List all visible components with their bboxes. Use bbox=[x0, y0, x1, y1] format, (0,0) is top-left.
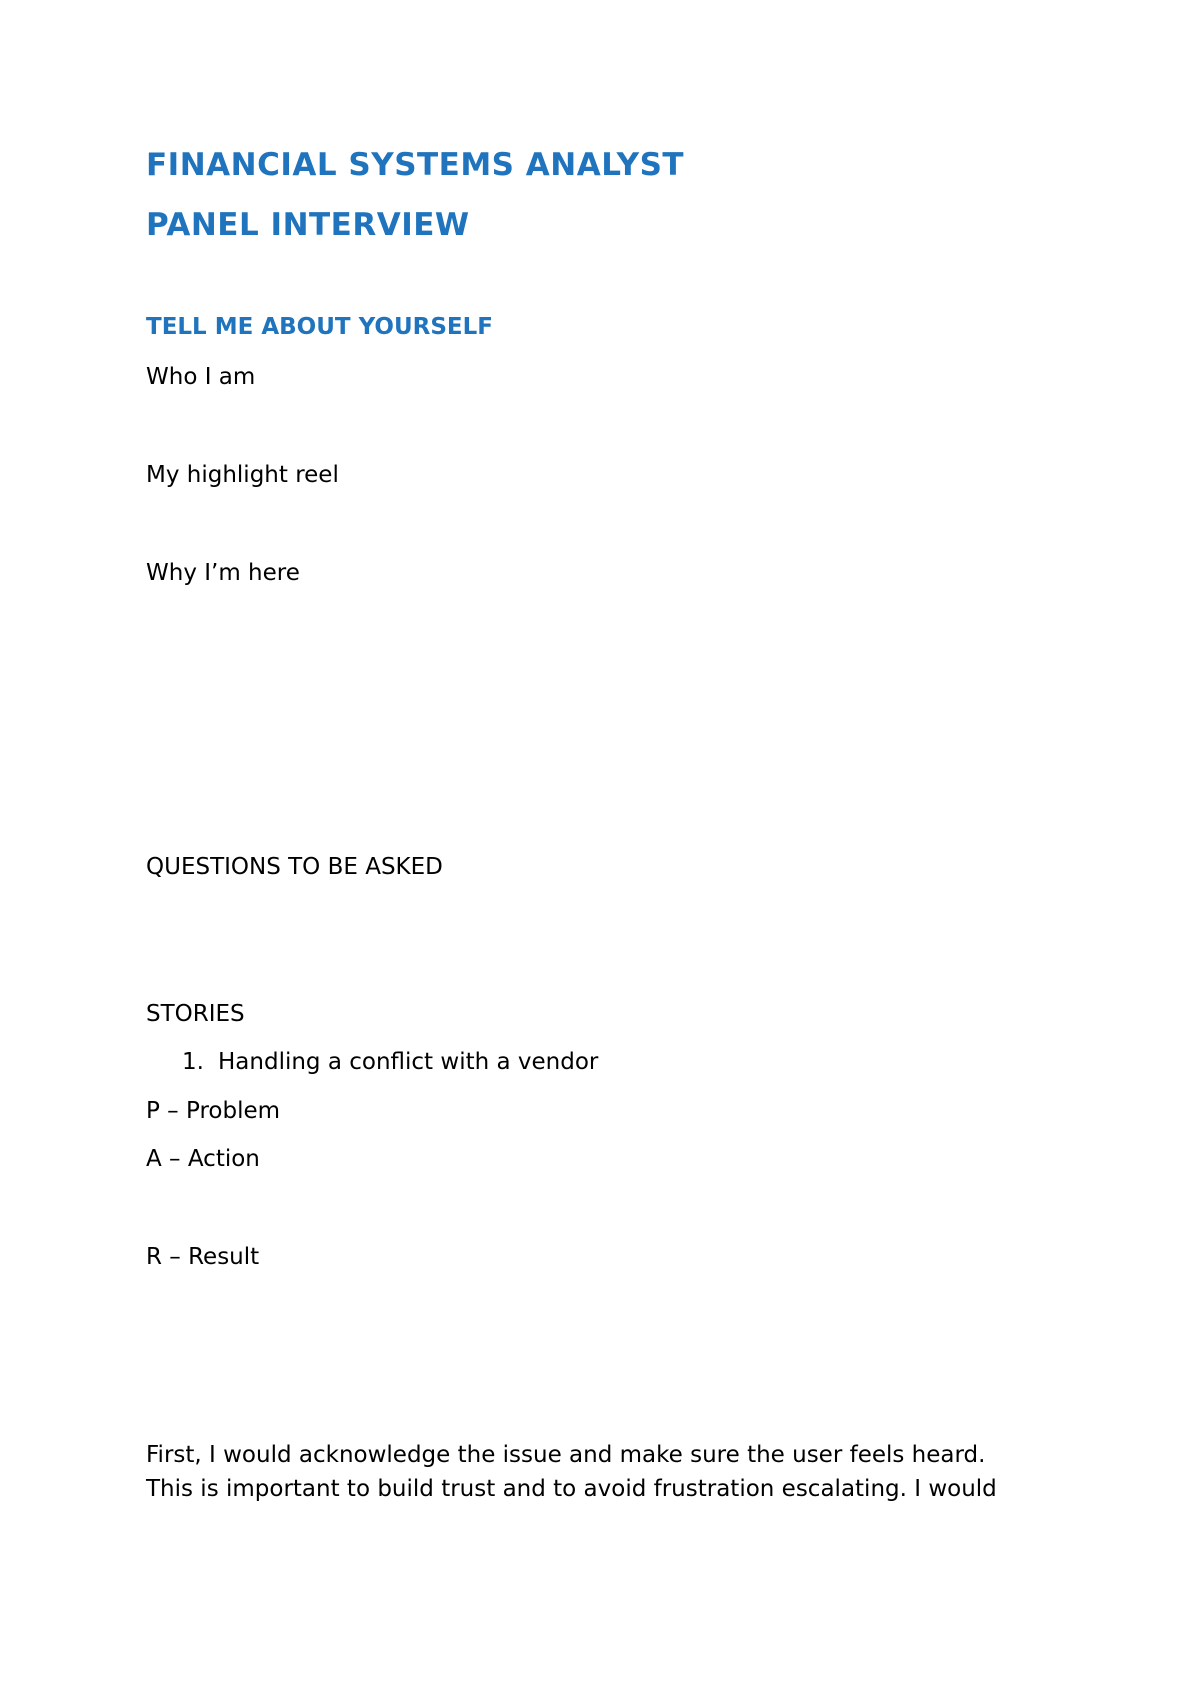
paragraph-line: First, I would acknowledge the issue and make sure the user feels heard. bbox=[146, 1442, 986, 1468]
list-item-number: 1. bbox=[182, 1049, 204, 1075]
document-title-line1: FINANCIAL SYSTEMS ANALYST bbox=[146, 147, 685, 183]
list-item-text: Handling a conflict with a vendor bbox=[218, 1049, 599, 1075]
par-item-result: R – Result bbox=[146, 1244, 260, 1270]
questions-heading: QUESTIONS TO BE ASKED bbox=[146, 854, 443, 880]
story-paragraph bbox=[146, 1438, 1066, 1506]
tell-me-item-why-here: Why I’m here bbox=[146, 560, 300, 586]
par-item-action: A – Action bbox=[146, 1146, 260, 1172]
par-item-problem: P – Problem bbox=[146, 1098, 281, 1124]
tell-me-item-highlight-reel: My highlight reel bbox=[146, 462, 339, 488]
paragraph-line: This is important to build trust and to avoid frustration escalating. I would bbox=[146, 1476, 997, 1502]
document-title-line2: PANEL INTERVIEW bbox=[146, 207, 470, 243]
stories-list-item bbox=[182, 1051, 598, 1074]
tell-me-item-who-i-am: Who I am bbox=[146, 364, 256, 390]
section-heading-tell-me: TELL ME ABOUT YOURSELF bbox=[146, 314, 493, 340]
stories-heading: STORIES bbox=[146, 1001, 245, 1027]
